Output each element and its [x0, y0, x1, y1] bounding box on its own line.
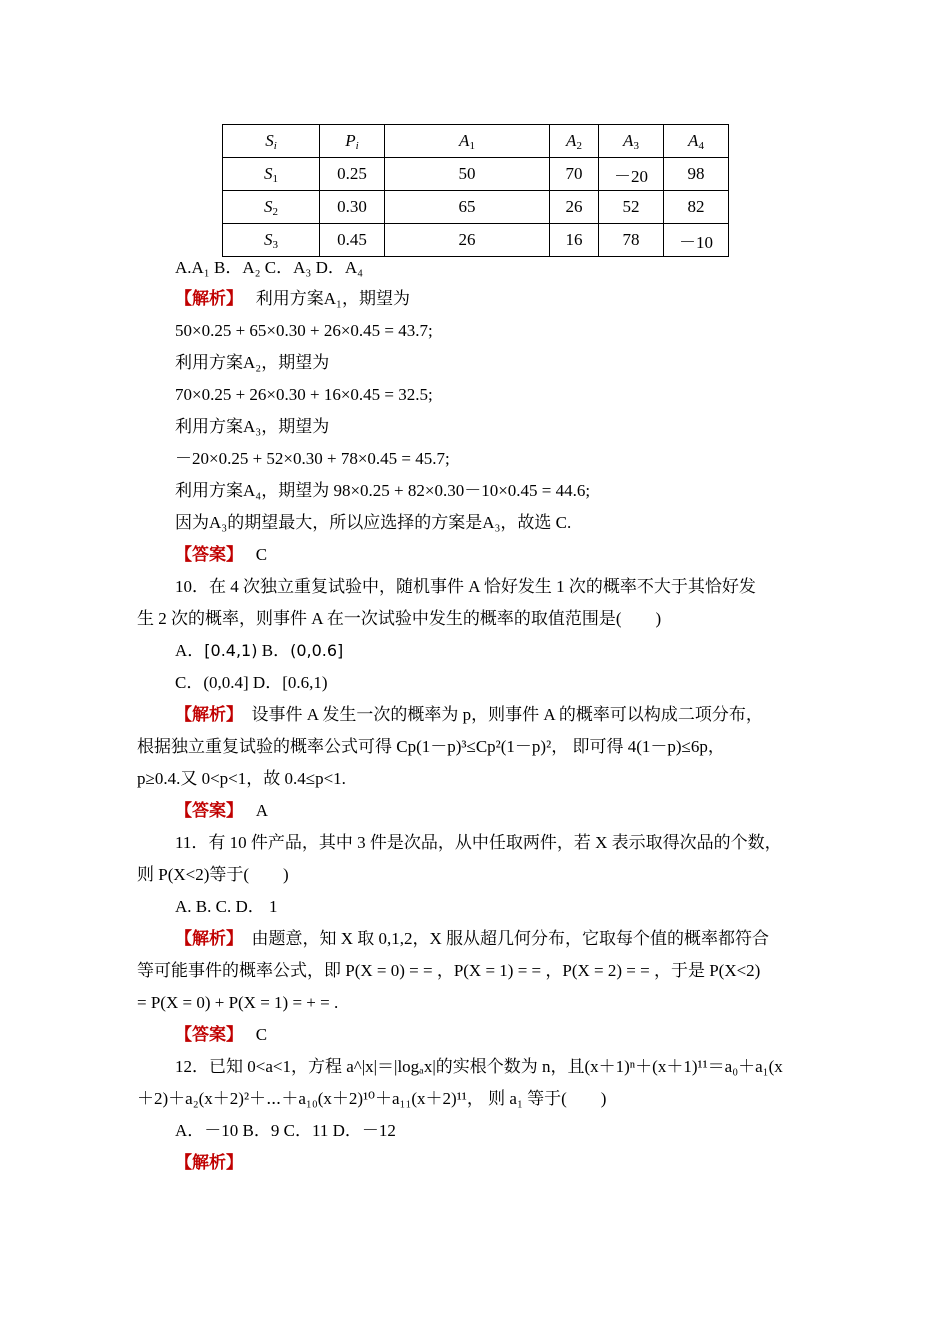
q10-analysis-1: 【解析】 设事件 A 发生一次的概率为 p，则事件 A 的概率可以构成二项分布， [175, 705, 763, 724]
q9-calc-2: 70×0.25 + 26×0.30 + 16×0.45 = 32.5; [175, 385, 433, 404]
answer-tag: 【答案】 [175, 801, 243, 820]
header-a4: $A_4$ [664, 125, 729, 158]
q10-answer [175, 800, 268, 822]
table-row [223, 191, 729, 224]
q12-analysis-tag [175, 1152, 243, 1174]
q12-stem-1: 12．已知 0<a<1，方程 a^|x|＝|logₐx|的实根个数为 n，且(x＋1)ⁿ＋(x＋1)¹¹＝a₀＋a₁(x [175, 1057, 783, 1076]
cell-a4: 98 [664, 158, 729, 191]
header-p: $P_i$ [320, 125, 385, 158]
header-a2: $A_2$ [550, 125, 599, 158]
q10-options-ab: A．[0.4,1) B．(0,0.6] [175, 641, 344, 660]
cell-a4: －10 [664, 224, 729, 257]
answer-tag: 【答案】 [175, 1025, 243, 1044]
header-a3: $A_3$ [599, 125, 664, 158]
cell-a3: 78 [599, 224, 664, 257]
q9-line-7: 利用方案A₄，期望为 98×0.25 + 82×0.30－10×0.45 = 44.6; [175, 481, 591, 500]
header-a1: $A_1$ [385, 125, 550, 158]
q10-stem-2: 生 2 次的概率，则事件 A 在一次试验中发生的概率的取值范围是( ) [137, 609, 662, 628]
q9-line-3: 利用方案A₂，期望为 [175, 353, 330, 372]
answer-tag: 【答案】 [175, 545, 243, 564]
cell-p: 0.45 [320, 224, 385, 257]
q11-stem-1: 11．有 10 件产品，其中 3 件是次品，从中任取两件，若 X 表示取得次品的个数， [175, 833, 782, 852]
cell-s: $S_1$ [223, 158, 320, 191]
q10-stem-1: 10．在 4 次独立重复试验中，随机事件 A 恰好发生 1 次的概率不大于其恰好发 [175, 577, 756, 596]
q11-analysis-1: 【解析】 由题意，知 X 取 0,1,2，X 服从超几何分布，它取每个值的概率都符合 [175, 929, 770, 948]
q9-calc-1: 50×0.25 + 65×0.30 + 26×0.45 = 43.7; [175, 321, 433, 340]
q12-stem-2: ＋2)＋a₂(x＋2)²＋⋯＋a₁₀(x＋2)¹⁰＋a₁₁(x＋2)¹¹， 则 a₁ 等于( ) [137, 1089, 607, 1108]
answer-value: A [255, 801, 269, 820]
q9-line-5: 利用方案A₃，期望为 [175, 417, 330, 436]
analysis-tag: 【解析】 [175, 929, 243, 948]
cell-a3: 52 [599, 191, 664, 224]
q9-conclusion: 因为A₃的期望最大，所以应选择的方案是A₃，故选 C. [175, 513, 572, 532]
probability-table [222, 124, 729, 257]
cell-p: 0.30 [320, 191, 385, 224]
cell-a2: 70 [550, 158, 599, 191]
cell-p: 0.25 [320, 158, 385, 191]
q9-answer [175, 544, 267, 566]
q11-analysis-2: 等可能事件的概率公式，即 P(X = 0) = = ，P(X = 1) = = ，P(X = 2) = = ，于是 P(X<2) [137, 961, 761, 980]
q10-analysis-3: p≥0.4.又 0<p<1，故 0.4≤p<1. [137, 769, 346, 788]
cell-s: $S_3$ [223, 224, 320, 257]
q9-calc-3: －20×0.25 + 52×0.30 + 78×0.45 = 45.7; [175, 449, 450, 468]
cell-s: $S_2$ [223, 191, 320, 224]
table-header-row [223, 125, 729, 158]
header-s: $S_i$ [223, 125, 320, 158]
cell-a4: 82 [664, 191, 729, 224]
table-row [223, 224, 729, 257]
cell-a1: 65 [385, 191, 550, 224]
analysis-tag: 【解析】 [175, 1153, 243, 1172]
q11-options: A. B. C. D． 1 [175, 897, 278, 916]
answer-value: C [255, 1025, 268, 1044]
table-row [223, 158, 729, 191]
q12-options: A．－10 B．9 C．11 D．－12 [175, 1121, 396, 1140]
cell-a2: 26 [550, 191, 599, 224]
cell-a1: 50 [385, 158, 550, 191]
analysis-tag: 【解析】 [175, 289, 243, 308]
q11-analysis-3: = P(X = 0) + P(X = 1) = + = . [137, 993, 339, 1012]
analysis-tag: 【解析】 [175, 705, 243, 724]
q11-answer [175, 1024, 267, 1046]
cell-a3: －20 [599, 158, 664, 191]
answer-value: C [255, 545, 268, 564]
q11-stem-2: 则 P(X<2)等于( ) [137, 865, 289, 884]
cell-a1: 26 [385, 224, 550, 257]
q9-analysis-line-1: 【解析】 利用方案A₁，期望为 [175, 289, 410, 308]
q10-options-cd: C．(0,0.4] D．[0.6,1) [175, 673, 328, 692]
q9-options: A.A₁ B．A₂ C．A₃ D．A₄ [175, 258, 364, 277]
q10-analysis-2: 根据独立重复试验的概率公式可得 Cp(1－p)³≤Cp²(1－p)²， 即可得 4(1－p)≤6p， [137, 737, 725, 756]
cell-a2: 16 [550, 224, 599, 257]
